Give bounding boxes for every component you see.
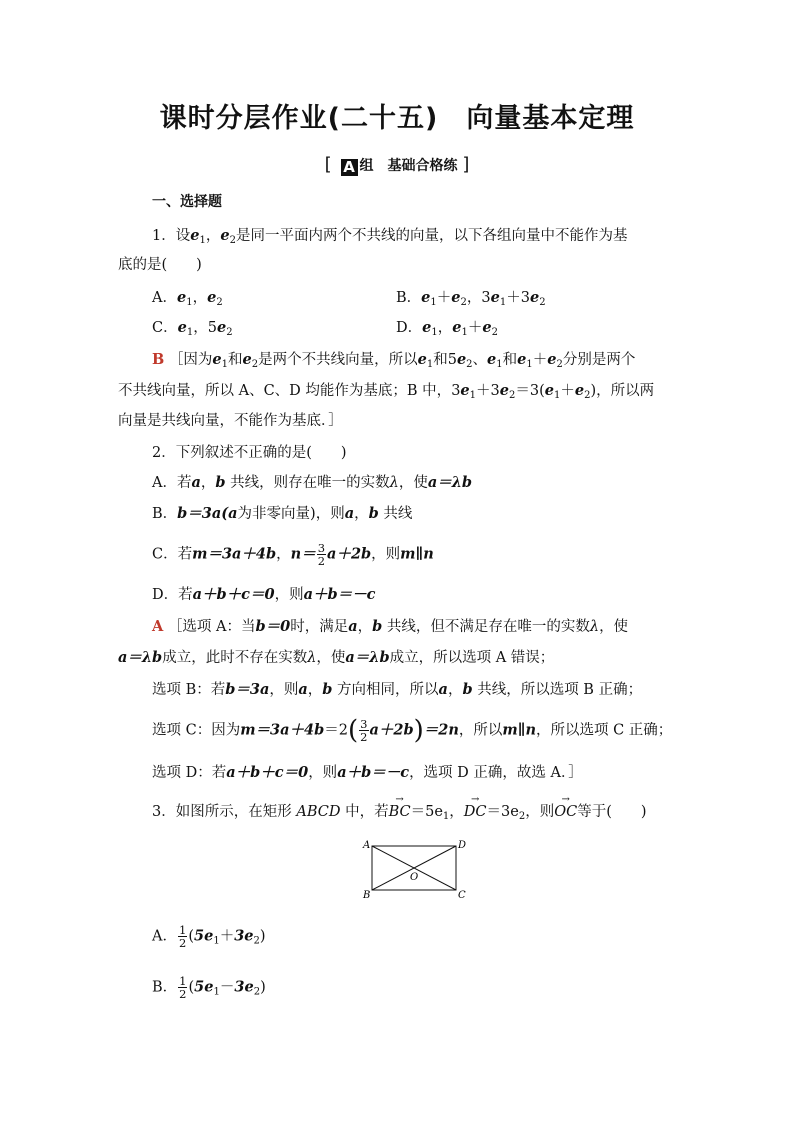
q1-option-b: B．$e_1+e_2$，$3e_1+3e_2$	[396, 289, 546, 308]
q2-option-c: C．若m＝3a＋4b，n＝ $\frac{3}{2}$ a＋2b，则m∥n	[152, 541, 434, 568]
q2-explanation-fraction: $\frac{3}{2}$	[360, 717, 368, 744]
q1-stem-line2: 底的是( )	[118, 257, 202, 273]
vector-dc: → DC	[464, 802, 487, 822]
q2-option-a: A．若a，b 共线，则存在唯一的实数λ，使a＝λb	[152, 474, 473, 491]
label-d: D	[458, 840, 467, 851]
q3-stem: 3．如图所示，在矩形 ABCD 中，若→ $BC=5e_1$，→ $DC=3e_2$，则→ OC等于( )	[152, 802, 647, 822]
q2-stem: 2．下列叙述不正确的是( )	[152, 445, 347, 461]
vector-oc: → OC	[554, 802, 577, 822]
q1-option-a: A．$e_1$，$e_2$	[152, 289, 223, 308]
label-o: O	[410, 872, 419, 883]
q2-option-c-fraction: $\frac{3}{2}$	[317, 541, 326, 568]
label-b: B	[363, 890, 371, 900]
q1-answer: B	[152, 351, 165, 368]
section-heading: 一、选择题	[152, 194, 222, 210]
label-c: C	[458, 890, 466, 900]
group-letter-badge: A	[341, 159, 358, 176]
q2-option-d: D．若a＋b＋c＝0，则a＋b＝－c	[152, 586, 376, 603]
group-title: 组 基础合格练	[359, 158, 458, 174]
page-title: 课时分层作业(二十五) 向量基本定理	[159, 103, 635, 134]
group-bracket-open: [	[324, 154, 332, 175]
q3-option-b-fraction: $\frac{1}{2}$	[179, 974, 187, 1001]
label-a: A	[363, 840, 371, 851]
q1-explanation-line3: 向量是共线向量，不能作为基底．］	[118, 413, 343, 429]
q3-option-a: A． $\frac{1}{2}$ $(5e_1+3e_2)$	[152, 923, 266, 950]
q2-explanation-line3: 选项 B：若b＝3a，则a，b 方向相同，所以a，b 共线，所以选项 B 正确；	[152, 681, 643, 698]
vector-bc: → BC	[389, 802, 411, 822]
q1-option-c: C．$e_1$，$5e_2$	[152, 319, 233, 338]
rectangle-figure	[360, 838, 470, 900]
q1-stem-line1: 1．设$e_1$，$e_2$是同一平面内两个不共线的向量，以下各组向量中不能作为基	[152, 227, 628, 246]
q3-option-a-fraction: $\frac{1}{2}$	[178, 923, 187, 950]
q3-option-b: B． $\frac{1}{2}$ $(5e_1-3e_2)$	[152, 974, 266, 1001]
q2-option-b: B．b＝3a(a为非零向量)，则a，b 共线	[152, 505, 413, 522]
q1-explanation-line2: 不共线向量，所以 A、C、D 均能作为基底；B 中，$3e_1+3e_2=3(e_1+e_2)$，所以两	[118, 382, 655, 401]
q2-answer: A	[152, 618, 164, 635]
q2-explanation-line2: a＝λb成立，此时不存在实数λ，使a＝λb成立，所以选项 A 错误；	[118, 649, 555, 666]
q1-explanation-line1: B ［因为$e_1$和$e_2$是两个不共线向量，所以$e_1$和$5e_2$、$e_1$和$e_1+e_2$分别是两个	[152, 351, 636, 370]
q1-option-d: D．$e_1$，$e_1+e_2$	[396, 319, 498, 338]
q2-explanation-line1: A ［选项 A：当b＝0时，满足a，b 共线，但不满足存在唯一的实数λ，使	[152, 618, 629, 635]
group-bracket-close: ]	[462, 154, 470, 175]
group-heading	[0, 154, 794, 176]
q2-explanation-line4: 选项 C：因为m＝3a＋4b＝2( $\frac{3}{2}$ a＋2b)＝2n，所以m∥n，所以选项 C 正确；	[152, 715, 673, 746]
q2-explanation-line5: 选项 D：若a＋b＋c＝0，则a＋b＝－c，选项 D 正确，故选 A．］	[152, 764, 583, 781]
